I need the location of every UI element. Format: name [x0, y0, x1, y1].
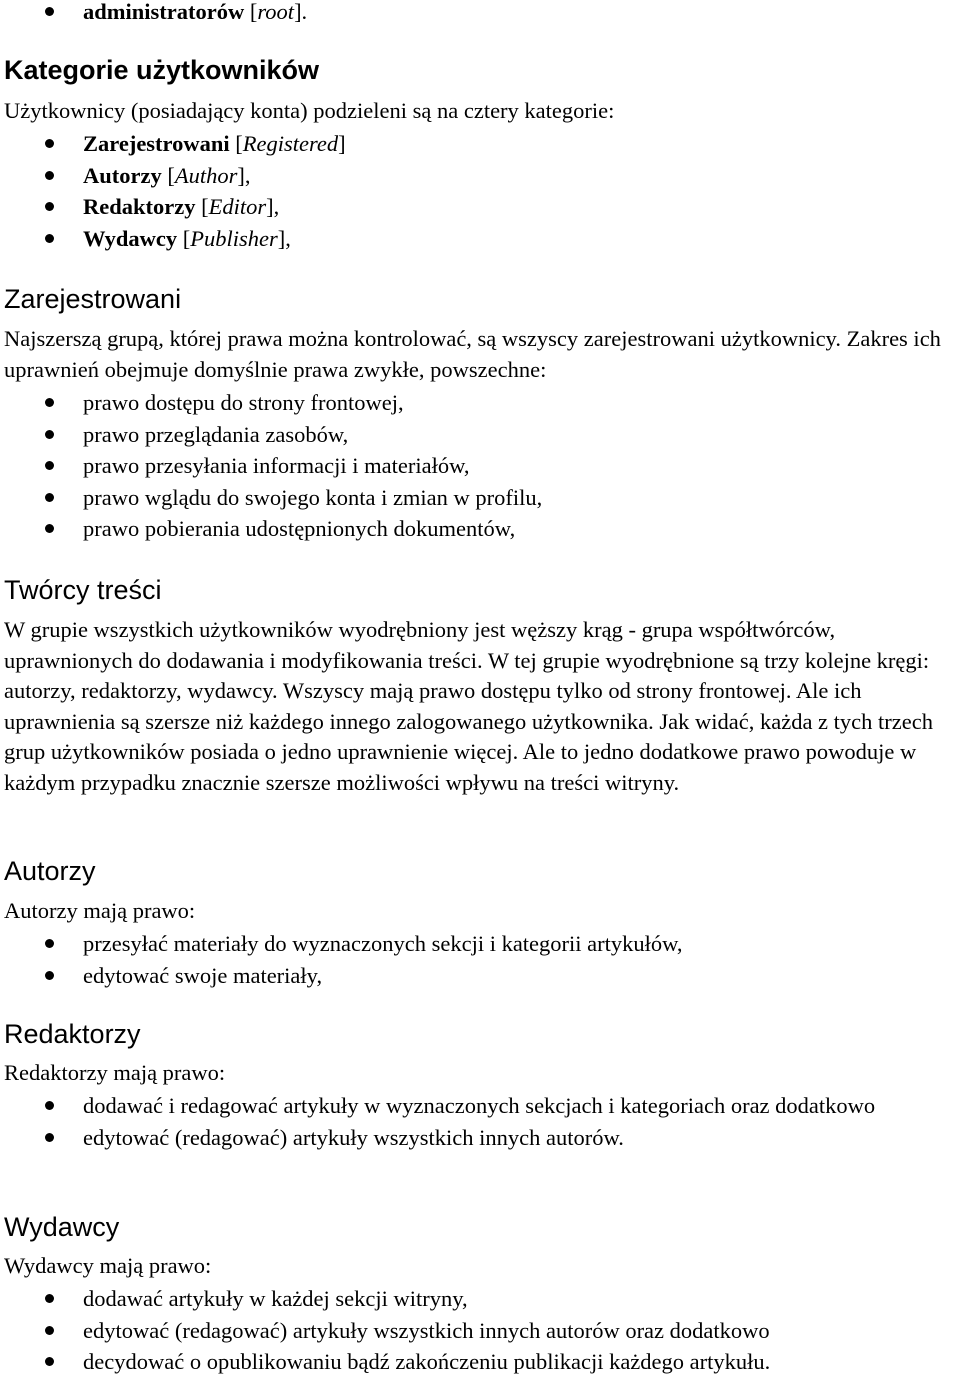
bullet-icon — [45, 971, 54, 980]
bracket-close: ], — [277, 225, 291, 251]
bullet-icon — [45, 7, 54, 16]
redaktorzy-list — [0, 1090, 955, 1153]
bullet-icon — [45, 1357, 54, 1366]
list-item-text: edytować (redagować) artykuły wszystkich innych autorów oraz dodatkowo — [83, 1317, 770, 1343]
bullet-icon — [45, 461, 54, 470]
wydawcy-intro: Wydawcy mają prawo: — [4, 1253, 212, 1278]
role-name: Zarejestrowani — [83, 131, 230, 156]
kategorie-list — [0, 128, 955, 254]
bullet-icon — [45, 139, 54, 148]
bracket-open: [ — [244, 0, 258, 24]
role-name-english: root — [257, 0, 295, 24]
list-item — [0, 450, 955, 482]
bullet-icon — [45, 1294, 54, 1303]
section-heading-redaktorzy: Redaktorzy — [4, 1019, 141, 1049]
redaktorzy-intro: Redaktorzy mają prawo: — [4, 1060, 226, 1085]
section-heading-kategorie: Kategorie użytkowników — [4, 55, 320, 85]
list-item-text: edytować swoje materiały, — [83, 962, 323, 988]
zarejestrowani-list — [0, 387, 955, 545]
list-item — [0, 387, 955, 419]
list-item-text: edytować (redagować) artykuły wszystkich innych autorów. — [83, 1124, 624, 1150]
role-name-english: Author — [174, 162, 238, 188]
role-name-english: Publisher — [190, 225, 278, 251]
role-name: Wydawcy — [83, 225, 178, 251]
list-item — [0, 1315, 955, 1347]
role-name-english: Registered — [242, 131, 339, 156]
kategorie-intro: Użytkownicy (posiadający konta) podzieleni są na cztery kategorie: — [4, 98, 615, 123]
list-item — [0, 513, 955, 545]
list-item-text: decydować o opublikowaniu bądź zakończeniu publikacji każdego artykułu. — [83, 1349, 771, 1374]
bullet-icon — [45, 430, 54, 439]
bullet-icon — [45, 398, 54, 407]
autorzy-list — [0, 928, 955, 991]
bracket-open: [ — [177, 225, 191, 251]
list-item — [0, 482, 955, 514]
bracket-close: ], — [237, 162, 251, 188]
role-name: Redaktorzy — [83, 194, 196, 219]
bullet-icon — [45, 202, 54, 211]
bracket-close: ], — [266, 194, 280, 219]
admin-list — [0, 0, 955, 28]
list-item — [0, 960, 955, 992]
list-item — [0, 160, 955, 192]
list-item-text: prawo wglądu do swojego konta i zmian w profilu, — [83, 484, 543, 510]
bracket-close: ]. — [294, 0, 308, 24]
list-item-text: prawo przesyłania informacji i materiałów, — [83, 453, 470, 478]
list-item — [0, 1346, 955, 1378]
role-name-english: Editor — [208, 194, 267, 219]
list-item — [0, 419, 955, 451]
bullet-icon — [45, 171, 54, 180]
bullet-icon — [45, 1101, 54, 1110]
autorzy-intro: Autorzy mają prawo: — [4, 898, 196, 923]
list-item — [0, 191, 955, 223]
section-heading-wydawcy: Wydawcy — [4, 1212, 120, 1242]
list-item — [0, 928, 955, 960]
section-heading-autorzy: Autorzy — [4, 856, 96, 886]
list-item — [0, 223, 955, 255]
list-item-text: dodawać i redagować artykuły w wyznaczonych sekcjach i kategoriach oraz dodatkowo — [83, 1093, 876, 1118]
bracket-open: [ — [229, 131, 243, 156]
list-item — [0, 1090, 955, 1122]
bullet-icon — [45, 1133, 54, 1142]
wydawcy-list — [0, 1283, 955, 1378]
bullet-icon — [45, 234, 54, 243]
tworcy-paragraph: W grupie wszystkich użytkowników wyodrębniony jest węższy krąg - grupa współtwórców, uprawnionych do dodawania i modyfikowania treści. W tej grupie wyodrębnione są trzy kolejne kręgi: autorzy, redaktorzy, wydawcy. Wszyscy mają prawo dostępu tylko od strony frontowej. Ale ich uprawnienia są szersze niż każdego innego zalogowanego użytkownika. Jak widać, każda z tych trzech grup użytkowników posiada o jedno uprawnienie więcej. Ale to jedno dodatkowe prawo powoduje w każdym przypadku znacznie szersze możliwości wpływu na treści witryny. — [4, 617, 933, 795]
role-name: Autorzy — [83, 162, 162, 188]
list-item-text: dodawać artykuły w każdej sekcji witryny, — [83, 1286, 468, 1311]
list-item — [0, 1122, 955, 1154]
bullet-icon — [45, 1326, 54, 1335]
list-item-text: prawo przeglądania zasobów, — [83, 421, 349, 447]
section-heading-zarejestrowani: Zarejestrowani — [4, 284, 182, 314]
bracket-open: [ — [161, 162, 175, 188]
bullet-icon — [45, 493, 54, 502]
zarejestrowani-paragraph: Najszerszą grupą, której prawa można kontrolować, są wszyscy zarejestrowani użytkownicy. Zakres ich uprawnień obejmuje domyślnie prawa zwykłe, powszechne: — [4, 326, 941, 382]
list-item — [0, 0, 955, 28]
bracket-close: ] — [338, 131, 346, 156]
role-name: administratorów — [83, 0, 245, 24]
list-item-text: przesyłać materiały do wyznaczonych sekcji i kategorii artykułów, — [83, 931, 683, 956]
bracket-open: [ — [195, 194, 209, 219]
list-item — [0, 128, 955, 160]
bullet-icon — [45, 939, 54, 948]
list-item — [0, 1283, 955, 1315]
list-item-text: prawo pobierania udostępnionych dokumentów, — [83, 516, 516, 541]
bullet-icon — [45, 524, 54, 533]
list-item-text: prawo dostępu do strony frontowej, — [83, 390, 404, 415]
section-heading-tworcy: Twórcy treści — [4, 575, 162, 605]
